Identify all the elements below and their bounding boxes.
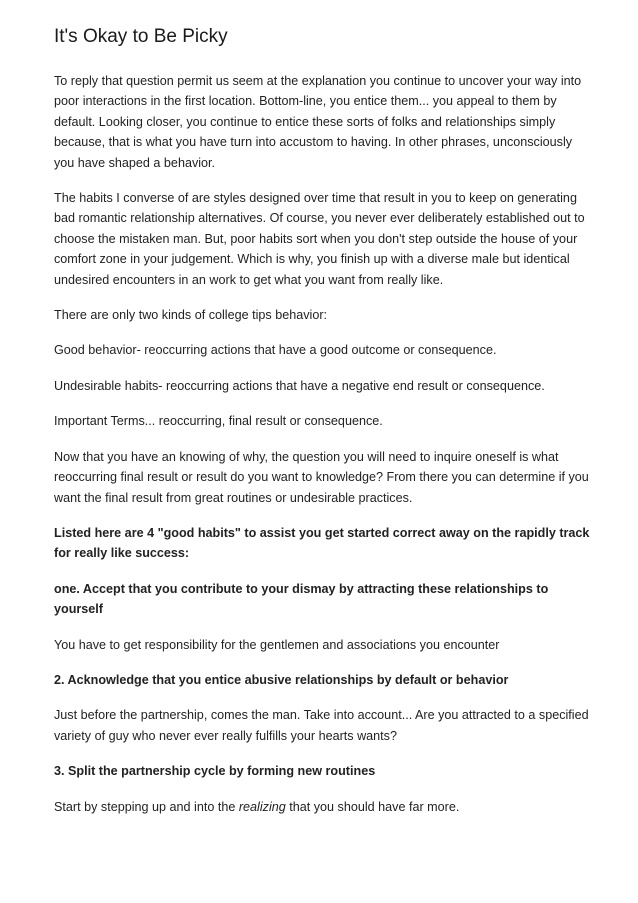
- emphasis-realizing: realizing: [238, 799, 286, 814]
- paragraph-start-after: that you should have far more.: [285, 799, 460, 814]
- paragraph-knowing-why: Now that you have an knowing of why, the question you will need to inquire oneself is what reoccurring final result or result do you want to knowledge? From there you can determine if you want the final result from great routines or undesirable practices.: [54, 449, 589, 505]
- paragraph-important-terms: Important Terms... reoccurring, final result or consequence.: [54, 414, 383, 429]
- paragraph-intro: To reply that question permit us seem at the explanation you continue to uncover your way into poor interactions in the first location. Bottom-line, you entice them... you appeal to them by default. Looking closer, you continue to entice these sorts of folks and relationships simply because, that is what you have turn into accustom to having. In other phrases, unconsciously you have shaped a behavior.: [54, 74, 582, 170]
- paragraph-good-behavior: Good behavior- reoccurring actions that have a good outcome or consequence.: [54, 343, 497, 358]
- paragraph-habits: The habits I converse of are styles designed over time that result in you to keep on generating bad romantic relationship alternatives. Of course, you never ever deliberately established out to choose the mistaken man. But, poor habits sort when you don't step outside the house of your comfort zone in your judgement. Which is why, you finish up with a diverse male but identical undesired encounters in an work to get what you want from really like.: [54, 191, 585, 287]
- paragraph-start-stepping: [54, 797, 590, 817]
- document-title: It's Okay to Be Picky: [54, 26, 228, 47]
- paragraph-start-before: Start by stepping up and into the: [54, 799, 239, 814]
- paragraph-two-kinds: There are only two kinds of college tips behavior:: [54, 308, 328, 323]
- heading-good-habits: Listed here are 4 "good habits" to assist you get started correct away on the rapidly track for really like success:: [54, 525, 590, 561]
- paragraph-before-partnership: Just before the partnership, comes the man. Take into account... Are you attracted to a specified variety of guy who never ever really fulfills your hearts wants?: [54, 708, 589, 743]
- paragraph-responsibility: You have to get responsibility for the gentlemen and associations you encounter: [54, 637, 500, 652]
- heading-step-two: 2. Acknowledge that you entice abusive relationships by default or behavior: [54, 672, 509, 687]
- document-page: [54, 25, 590, 832]
- paragraph-undesirable-habits: Undesirable habits- reoccurring actions that have a negative end result or consequence.: [54, 378, 545, 393]
- heading-step-one: one. Accept that you contribute to your dismay by attracting these relationships to yourself: [54, 581, 549, 617]
- heading-step-three: 3. Split the partnership cycle by forming new routines: [54, 764, 376, 779]
